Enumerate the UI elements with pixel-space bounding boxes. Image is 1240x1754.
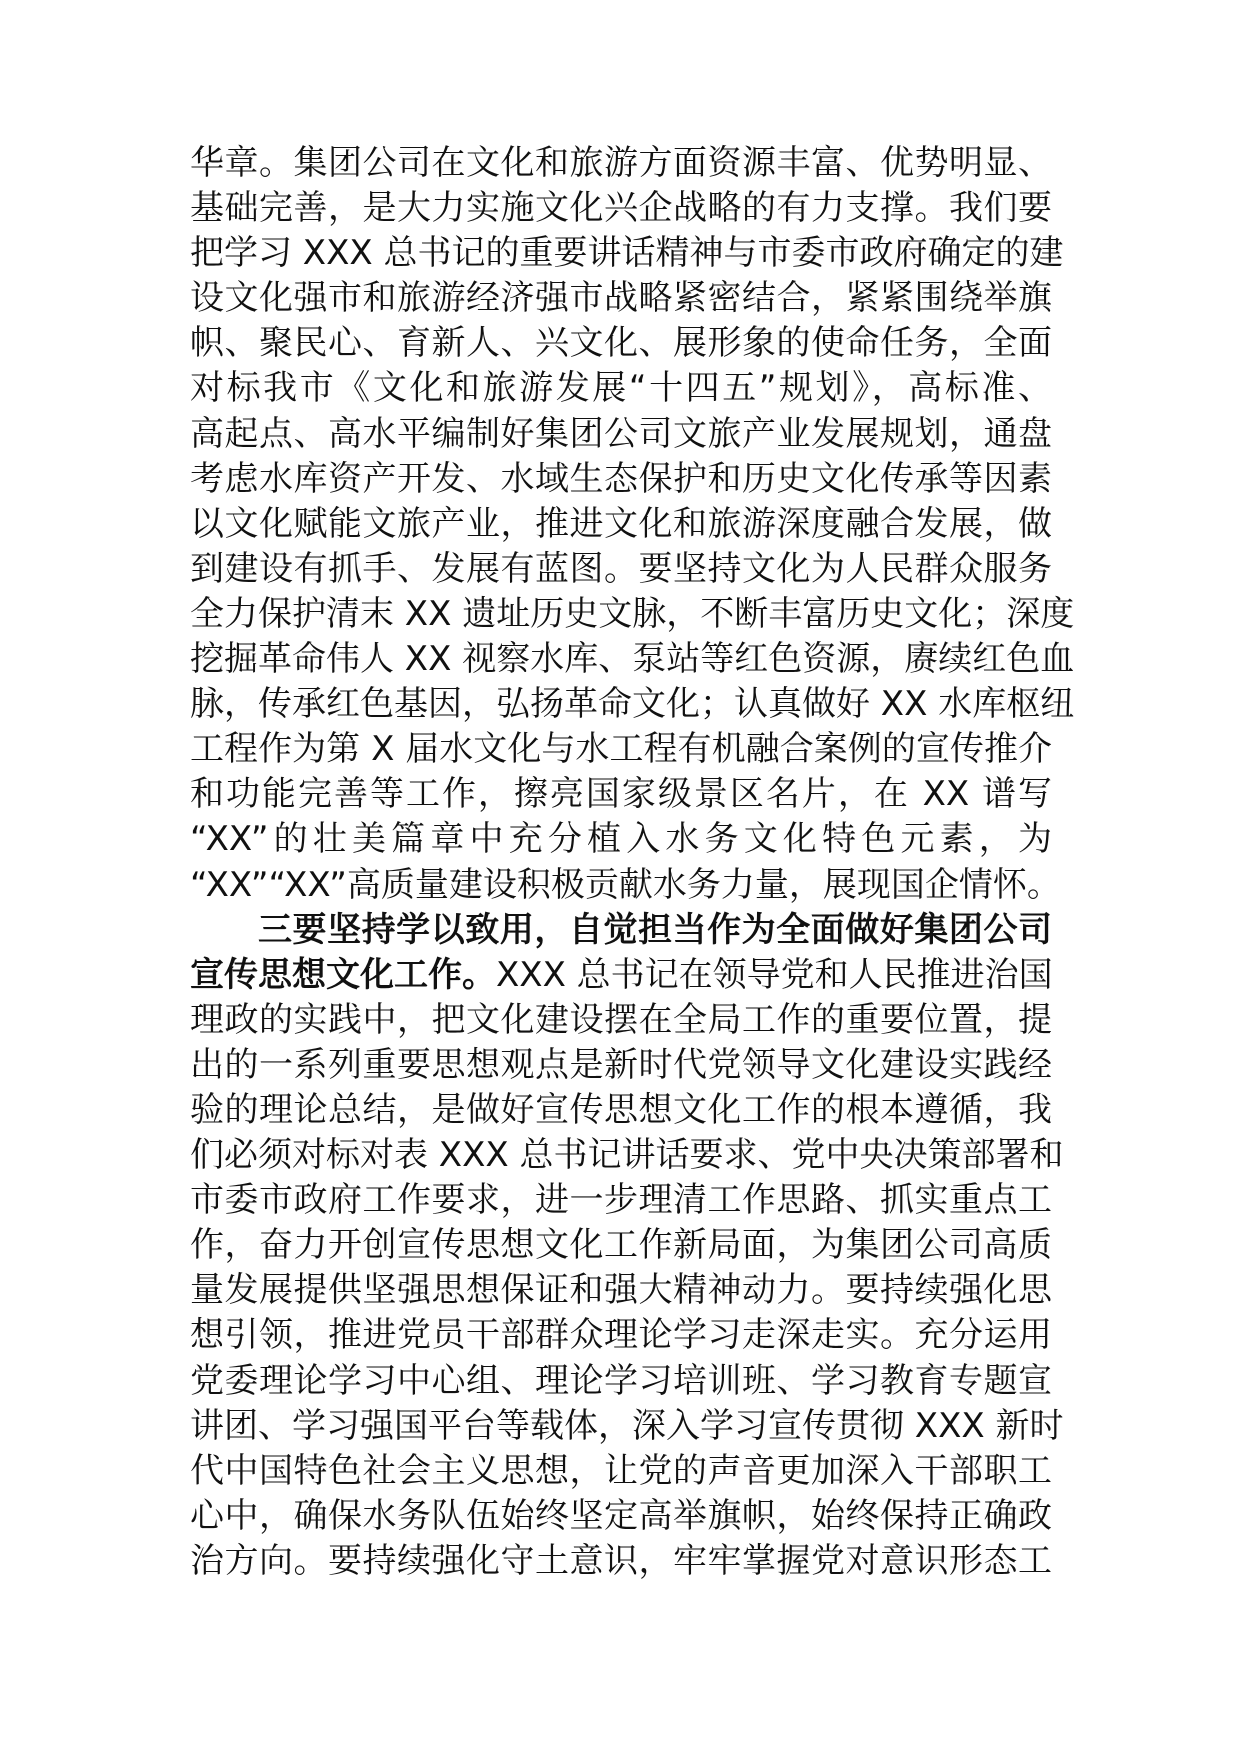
text-line: 以文化赋能文旅产业，推进文化和旅游深度融合发展，做 xyxy=(190,503,1052,544)
text-line: 和功能完善等工作，擦亮国家级景区名片，在 XX 谱写 xyxy=(190,774,1052,815)
text-line: 治方向。要持续强化守土意识，牢牢掌握党对意识形态工 xyxy=(190,1540,1052,1581)
text-line: 理政的实践中，把文化建设摆在全局工作的重要位置，提 xyxy=(190,999,1052,1040)
heading-text: 三要坚持学以致用，自觉担当作为全面做好集团公司 xyxy=(258,909,1052,950)
paragraph-heading-line xyxy=(190,953,1052,998)
text-line: 帜、聚民心、育新人、兴文化、展形象的使命任务，全面 xyxy=(190,323,1052,364)
text-line: 想引领，推进党员干部群众理论学习走深走实。充分运用 xyxy=(190,1315,1052,1356)
text-line: 全力保护清末 XX 遗址历史文脉，不断丰富历史文化；深度 xyxy=(190,593,1075,634)
text-line: “XX”的壮美篇章中充分植入水务文化特色元素，为 xyxy=(190,819,1052,860)
heading-line-rest: XXX 总书记在领导党和人民推进治国 xyxy=(496,954,1053,995)
text-line: 心中，确保水务队伍始终坚定高举旗帜，始终保持正确政 xyxy=(190,1495,1052,1536)
text-line: 讲团、学习强国平台等载体，深入学习宣传贯彻 XXX 新时 xyxy=(190,1405,1064,1446)
text-line: 市委市政府工作要求，进一步理清工作思路、抓实重点工 xyxy=(190,1180,1052,1221)
text-line: 代中国特色社会主义思想，让党的声音更加深入干部职工 xyxy=(190,1450,1052,1491)
text-line: 工程作为第 X 届水文化与水工程有机融合案例的宣传推介 xyxy=(190,729,1052,770)
paragraph-heading-line xyxy=(190,908,1052,953)
text-line: 挖掘革命伟人 XX 视察水库、泵站等红色资源，赓续红色血 xyxy=(190,639,1075,680)
paragraph-1 xyxy=(190,141,1075,908)
text-line: 考虑水库资产开发、水域生态保护和历史文化传承等因素 xyxy=(190,458,1052,499)
text-line: 党委理论学习中心组、理论学习培训班、学习教育专题宣 xyxy=(190,1360,1052,1401)
text-line: 验的理论总结，是做好宣传思想文化工作的根本遵循，我 xyxy=(190,1089,1052,1130)
text-line: 脉，传承红色基因，弘扬革命文化；认真做好 XX 水库枢纽 xyxy=(190,684,1075,725)
text-line: 们必须对标对表 XXX 总书记讲话要求、党中央决策部署和 xyxy=(190,1135,1064,1176)
text-line: 设文化强市和旅游经济强市战略紧密结合，紧紧围绕举旗 xyxy=(190,278,1052,319)
document-body xyxy=(190,141,1075,1584)
text-line: 到建设有抓手、发展有蓝图。要坚持文化为人民群众服务 xyxy=(190,548,1052,589)
text-line: 把学习 XXX 总书记的重要讲话精神与市委市政府确定的建 xyxy=(190,233,1064,274)
text-line: 高起点、高水平编制好集团公司文旅产业发展规划，通盘 xyxy=(190,413,1052,454)
text-line: 量发展提供坚强思想保证和强大精神动力。要持续强化思 xyxy=(190,1270,1052,1311)
text-line: 华章。集团公司在文化和旅游方面资源丰富、优势明显、 xyxy=(190,143,1052,183)
heading-text: 宣传思想文化工作。 xyxy=(190,954,496,995)
paragraph-2 xyxy=(190,908,1064,1584)
text-line: 对标我市《文化和旅游发展“十四五”规划》，高标准、 xyxy=(190,368,1052,409)
text-line: 作，奋力开创宣传思想文化工作新局面，为集团公司高质 xyxy=(190,1225,1052,1266)
text-line: 出的一系列重要思想观点是新时代党领导文化建设实践经 xyxy=(190,1044,1052,1085)
text-line: 基础完善，是大力实施文化兴企战略的有力支撑。我们要 xyxy=(190,188,1052,229)
text-line: “XX”“XX”高质量建设积极贡献水务力量，展现国企情怀。 xyxy=(190,864,1061,905)
